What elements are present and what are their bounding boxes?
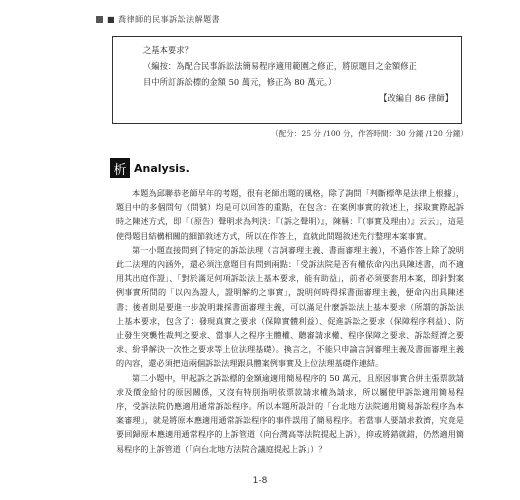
paragraph-text: 第一小題直接問到了特定的訴訟法理（言詞審理主義、書面審理主義），不過作答上除了說明此二法理的內涵外，還必須注意題目有問到兩點：「受訴法院是否有權依命內出具陳述書，而不適用其出庭作證」、「對於滿足何項訴訟法上基本要求，能有助益」，前者必須要套用本案，即針對案例事實所問的「以內為證人，證明解約之事實」，說明何時得採書面審理主義，便命內出具陳述書；後者則是要進一步說明兼採書面審理主義，可以滿足什麼訴訟法上基本要求（所謂的訴訟法上基本要求，包含了：發現真實之要求（保障實體利益）、促進訴訟之要求（保障程序利益）、防止發生突襲性裁判之要求、當事人之程序主體權、聽審請求權、程序保障之要求、訴訟經濟之要求、紛爭解決一次性之要求等上位法理基礎）。換言之，不能只申論言詞審理主義及書面審理主義的內容，還必須把這兩個訴訟法理跟具體案例事實及上位法理基礎作連結。 — [116, 244, 464, 369]
running-title: ■ 喬律師的民事訴訟法解題書 — [107, 15, 221, 24]
paragraph — [116, 243, 464, 371]
score-meta: （配分：25 分 /100 分，作答時間：30 分鐘 /120 分鐘） — [270, 129, 468, 138]
paragraph-text: 本題為邱聯恭老師早年的考題，很有老師出題的風格，除了詢問「判斷標準是法律上根據」，題目中的多個問句（問號）均是可以回答的重點，在包含：在案例事實的敘述上，採取實際起訴時之陳述方式，即「（原告）聲明求為判決：『（訴之聲明）』，陳稱：『（事實及理由）』云云」，這是使得題目結構相關的細節敘述方式，所以在作答上，直就此問題敘述先行整理本案事實。 — [116, 188, 464, 241]
paragraph-text: 第二小題中，甲起訴之訴訟標的金額逾適用簡易程序的 50 萬元，且原因事實合併主張票款請求及價金給付的原因關係，又沒有特別指明依票款請求權為請求，所以屬使甲訴訟適用簡易程序，受訴法院仍應適用通常訴訟程序。所以本題所設計的「台北地方法院適用簡易訴訟程序為本案審理」，就是將原本應適用通常訴訟程序的事件誤用了簡易程序。若當事人要請求救濟，究竟是要回歸原本應適用通常程序的上訴管道（向台灣高等法院提起上訴），抑或將錯就錯，仍然適用簡易程序的上訴管道（「向台北地方法院合議庭提起上訴」）？ — [116, 372, 464, 454]
question-line: 目中所訂訴訟標的金額 50 萬元，修正為 80 萬元。） — [143, 77, 337, 87]
running-header — [96, 14, 220, 25]
analysis-heading — [110, 158, 190, 178]
question-source: 【改編自 86 律師】 — [379, 93, 453, 103]
paragraph — [116, 186, 464, 243]
square-bullet-icon — [96, 16, 103, 23]
paragraph — [116, 371, 464, 456]
question-line: （編按：為配合民事訴訟法簡易程序適用範圍之修正，將原題目之金額修正 — [143, 61, 417, 71]
analysis-title: Analysis. — [134, 161, 190, 175]
question-box — [112, 36, 462, 124]
analysis-badge: 析 — [110, 158, 130, 178]
page-number: 1-8 — [252, 476, 268, 486]
question-line: 之基本要求？ — [143, 45, 193, 55]
analysis-body — [116, 186, 464, 456]
